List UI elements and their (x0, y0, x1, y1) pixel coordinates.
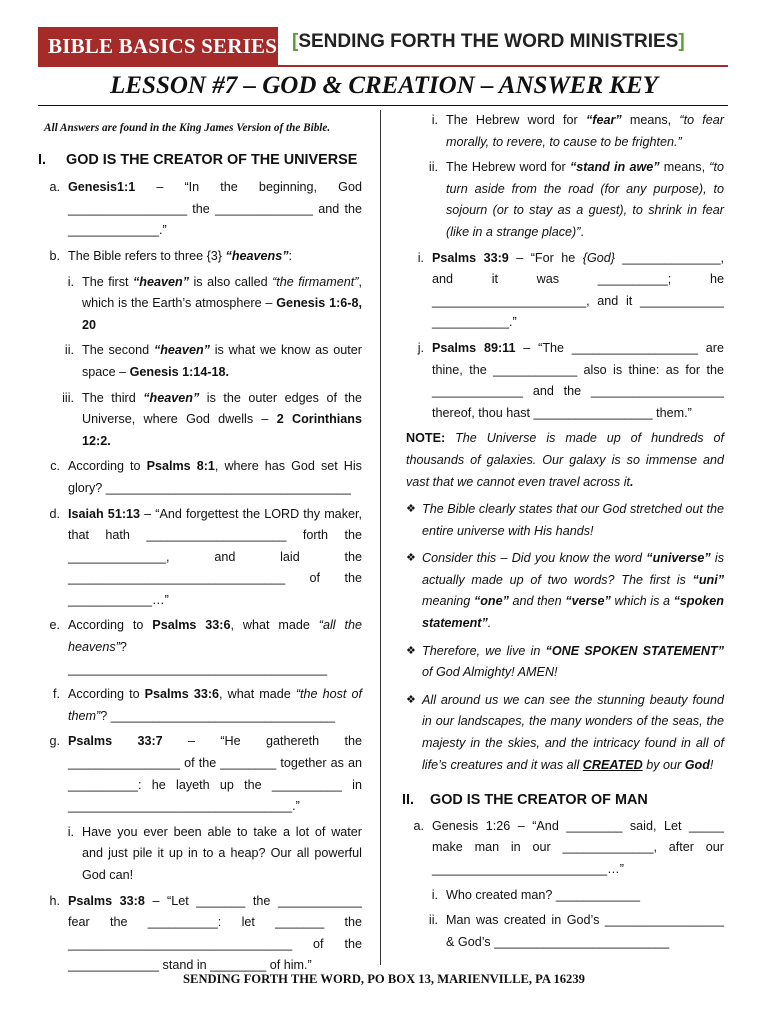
item-f: f. According to Psalms 33:6, what made “the host of them”? ________________________________ (53, 687, 362, 723)
intro-note: All Answers are found in the King James Version of the Bible. (44, 122, 331, 134)
header-rule (38, 65, 728, 67)
item-s2-i: i. Who created man? ____________ (431, 887, 640, 902)
bullet-stretched: ❖ The Bible clearly states that our God stretched out the entire universe with His hands! (406, 499, 724, 542)
section-2-heading: II. GOD IS THE CREATOR OF MAN (402, 792, 648, 809)
item-b-ii: ii. The second “heaven” is what we know as outer space – Genesis 1:14-18. (64, 343, 362, 379)
item-g: g. Psalms 33:7 – “He gathereth the ________________ of the ________ together as an __________: he layeth up the __________ in ________________________________.” (49, 734, 362, 814)
diamond-bullet-icon: ❖ (406, 693, 416, 706)
diamond-bullet-icon: ❖ (406, 552, 416, 565)
item-e: e. According to Psalms 33:6, what made “all the heavens”? _____________________________________ (49, 618, 362, 676)
item-s2-a: a. Genesis 1:26 – “And ________ said, Let _____ make man in our _____________, after our _________________________…” (413, 818, 724, 876)
bullet-spoken-statement: ❖ Therefore, we live in “ONE SPOKEN STATEMENT” of God Almighty! AMEN! (406, 641, 724, 684)
item-c: c. According to Psalms 8:1, where has God set His glory? ___________________________________ (50, 459, 362, 495)
column-divider (380, 110, 381, 965)
series-banner (38, 27, 278, 65)
diamond-bullet-icon: ❖ (406, 644, 416, 657)
lesson-title: LESSON #7 – GOD & CREATION – ANSWER KEY (110, 72, 658, 99)
item-fear-meaning: i. The Hebrew word for “fear” means, “to fear morally, to revere, to cause to be frighten.” (431, 113, 725, 149)
item-g-i: i. Have you ever been able to take a lot of water and just pile it up in to a heap? Our all powerful God can! (67, 824, 362, 882)
bullet-universe: ❖ Consider this – Did you know the word “universe” is actually made up of two words? The first is “uni” meaning “one” and then “verse” which is a “spoken statement”. (406, 548, 724, 634)
item-b-i: i. The first “heaven” is also called “the firmament”, which is the Earth’s atmosphere – Genesis 1:6-8, 20 (67, 274, 362, 332)
bullet-creation: ❖ All around us we can see the stunning beauty found in our landscapes, the many wonders of the seas, the majesty in the skies, and the intricacy found in all of life’s creatures and it was all CREATED by our God! (406, 690, 724, 776)
item-a: a. Genesis1:1 – “In the beginning, God _________________ the ______________ and the _____________.” (49, 180, 362, 238)
item-j: j. Psalms 89:11 – “The __________________ are thine, the ____________ also is thine: as for the _____________ and the ___________________ thereof, thou hast _________________ them.” (417, 340, 725, 420)
series-title: BIBLE BASICS SERIES (48, 34, 278, 58)
right-column (402, 110, 724, 957)
title-rule (38, 105, 728, 106)
ministry-name: [SENDING FORTH THE WORD MINISTRIES] (292, 31, 685, 52)
left-column (38, 110, 362, 981)
universe-note: NOTE: The Universe is made up of hundreds of thousands of galaxies. Our galaxy is so immense and vast that we cannot even travel across it. (406, 431, 724, 489)
item-psalms-33-9: i. Psalms 33:9 – “For he {God} ______________, and it was __________; he ______________________, and it ____________ ___________.” (417, 250, 724, 330)
item-s2-ii: ii. Man was created in God’s _________________ & God’s _________________________ (428, 913, 724, 949)
item-awe-meaning: ii. The Hebrew word for “stand in awe” means, “to turn aside from the road (for any purpose), to sojourn (or to stay as a guest), to shrink in fear (like in a strange place)”. (428, 160, 724, 239)
item-b: b. The Bible refers to three {3} “heavens”: (49, 248, 293, 263)
diamond-bullet-icon: ❖ (406, 503, 416, 516)
item-b-iii: iii. The third “heaven” is the outer edges of the Universe, where God dwells – 2 Corinthians 12:2. (62, 390, 363, 448)
item-h: h. Psalms 33:8 – “Let _______ the ____________ fear the __________: let _______ the ________________________________ of the _____________ stand in ________ of him.” (49, 893, 362, 973)
item-d: d. Isaiah 51:13 – “And forgettest the LORD thy maker, that hath ____________________ forth the ______________, and laid the _______________________________ of the ____________…” (49, 506, 362, 607)
footer-address: SENDING FORTH THE WORD, PO BOX 13, MARIENVILLE, PA 16239 (183, 972, 585, 986)
section-1-heading: I. GOD IS THE CREATOR OF THE UNIVERSE (38, 151, 358, 168)
